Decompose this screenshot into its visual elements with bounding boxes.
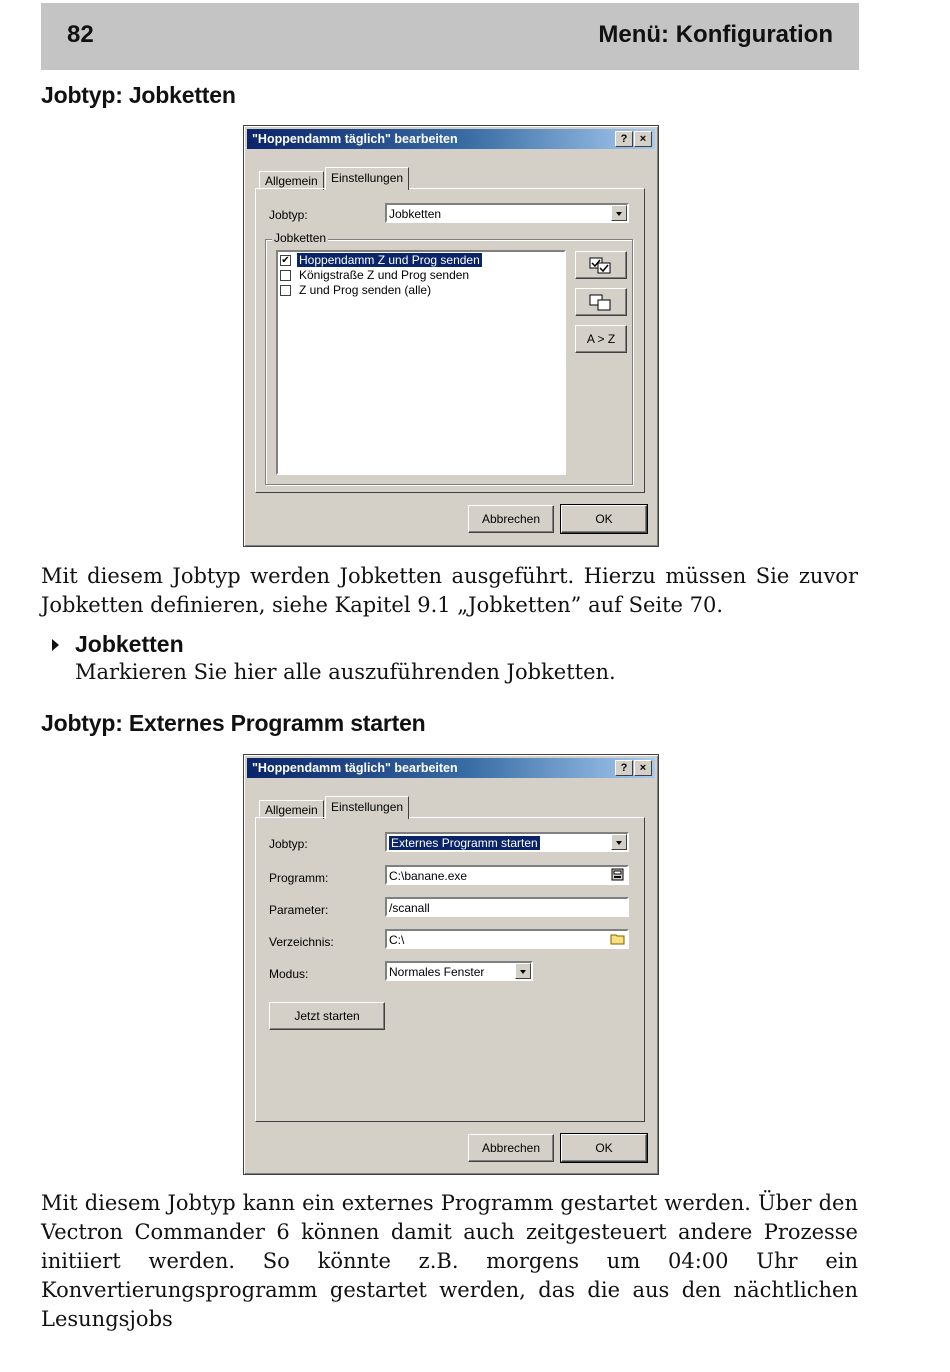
page-header <box>41 3 859 70</box>
paragraph-jobketten: Mit diesem Jobtyp werden Jobketten ausgeführt. Hierzu müssen Sie zuvor Jobketten definieren, siehe Kapitel 9.1 „Jobketten” auf Seite 70. <box>41 564 858 617</box>
jobtyp-dropdown[interactable] <box>385 832 629 852</box>
tab-allgemein[interactable]: Allgemein <box>259 800 324 819</box>
cancel-button[interactable]: Abbrechen <box>468 1134 554 1162</box>
dialog-title: "Hoppendamm täglich" bearbeiten <box>252 761 458 775</box>
close-button[interactable]: × <box>634 131 652 147</box>
ok-button[interactable]: OK <box>561 1134 647 1162</box>
uncheck-all-icon <box>588 293 614 313</box>
bullet-title: Jobketten <box>75 631 184 657</box>
modus-label: Modus: <box>269 967 309 981</box>
dialog-titlebar <box>247 758 655 778</box>
ok-button[interactable]: OK <box>561 505 647 533</box>
parameter-input[interactable] <box>385 897 629 917</box>
check-all-button[interactable] <box>575 251 627 279</box>
parameter-value: /scanall <box>389 901 430 915</box>
jobketten-groupbox <box>265 231 633 485</box>
chevron-down-icon[interactable] <box>515 963 531 979</box>
verzeichnis-value: C:\ <box>389 933 405 947</box>
parameter-label: Parameter: <box>269 903 329 917</box>
dialog-jobketten <box>243 125 659 547</box>
verzeichnis-input[interactable] <box>385 929 629 949</box>
help-button[interactable]: ? <box>615 131 633 147</box>
browse-file-icon[interactable] <box>609 867 627 883</box>
folder-icon[interactable] <box>609 931 627 947</box>
programm-value: C:\banane.exe <box>389 869 468 883</box>
start-now-button[interactable]: Jetzt starten <box>269 1002 385 1030</box>
help-button[interactable]: ? <box>615 760 633 776</box>
verzeichnis-label: Verzeichnis: <box>269 935 334 949</box>
bullet-arrow-icon <box>52 639 59 651</box>
jobtyp-dropdown[interactable] <box>385 203 629 223</box>
uncheck-all-button[interactable] <box>575 288 627 316</box>
tab-panel <box>255 188 645 493</box>
groupbox-title: Jobketten <box>274 231 327 245</box>
dialog-titlebar <box>247 129 655 149</box>
section-heading-externes-programm: Jobtyp: Externes Programm starten <box>41 710 426 736</box>
tab-einstellungen[interactable]: Einstellungen <box>325 167 409 190</box>
list-item-label: Z und Prog senden (alle) <box>299 283 432 297</box>
jobtyp-label: Jobtyp: <box>269 208 308 222</box>
jobtyp-label: Jobtyp: <box>269 837 308 851</box>
checkbox[interactable] <box>280 285 291 296</box>
chapter-title: Menü: Konfiguration <box>598 21 833 48</box>
sort-az-button[interactable]: A > Z <box>575 325 627 353</box>
check-all-icon <box>588 256 614 276</box>
list-item-label: Königstraße Z und Prog senden <box>299 268 470 282</box>
close-button[interactable]: × <box>634 760 652 776</box>
checkbox[interactable]: ✔ <box>281 255 290 266</box>
chevron-down-icon[interactable] <box>611 205 627 221</box>
modus-dropdown[interactable] <box>385 961 533 981</box>
modus-value: Normales Fenster <box>389 965 485 979</box>
programm-input[interactable] <box>385 865 629 885</box>
section-heading-jobketten: Jobtyp: Jobketten <box>41 82 236 108</box>
list-item-label: Hoppendamm Z und Prog senden <box>299 253 480 267</box>
bullet-text: Markieren Sie hier alle auszuführenden Jobketten. <box>75 660 616 684</box>
jobketten-list[interactable] <box>276 250 566 475</box>
jobtyp-value: Jobketten <box>389 207 442 221</box>
page-number: 82 <box>67 21 94 48</box>
tab-allgemein[interactable]: Allgemein <box>259 171 324 190</box>
dialog-externes-programm <box>243 754 659 1175</box>
cancel-button[interactable]: Abbrechen <box>468 505 554 533</box>
tab-einstellungen[interactable]: Einstellungen <box>325 796 409 819</box>
checkbox[interactable] <box>280 270 291 281</box>
jobtyp-value: Externes Programm starten <box>391 836 538 850</box>
paragraph-externes-programm: Mit diesem Jobtyp kann ein externes Programm gestartet werden. Über den Vectron Commander 6 können damit auch zeitgesteuert andere Prozesse initiiert werden. So könnte z.B. morgens um 04:00 Uhr ein Konvertierungsprogramm gestartet werden, das die aus den nächtlichen Lesungsjobs <box>41 1191 858 1331</box>
chevron-down-icon[interactable] <box>611 834 627 850</box>
dialog-title: "Hoppendamm täglich" bearbeiten <box>252 132 458 146</box>
tab-panel <box>255 817 645 1122</box>
programm-label: Programm: <box>269 871 329 885</box>
